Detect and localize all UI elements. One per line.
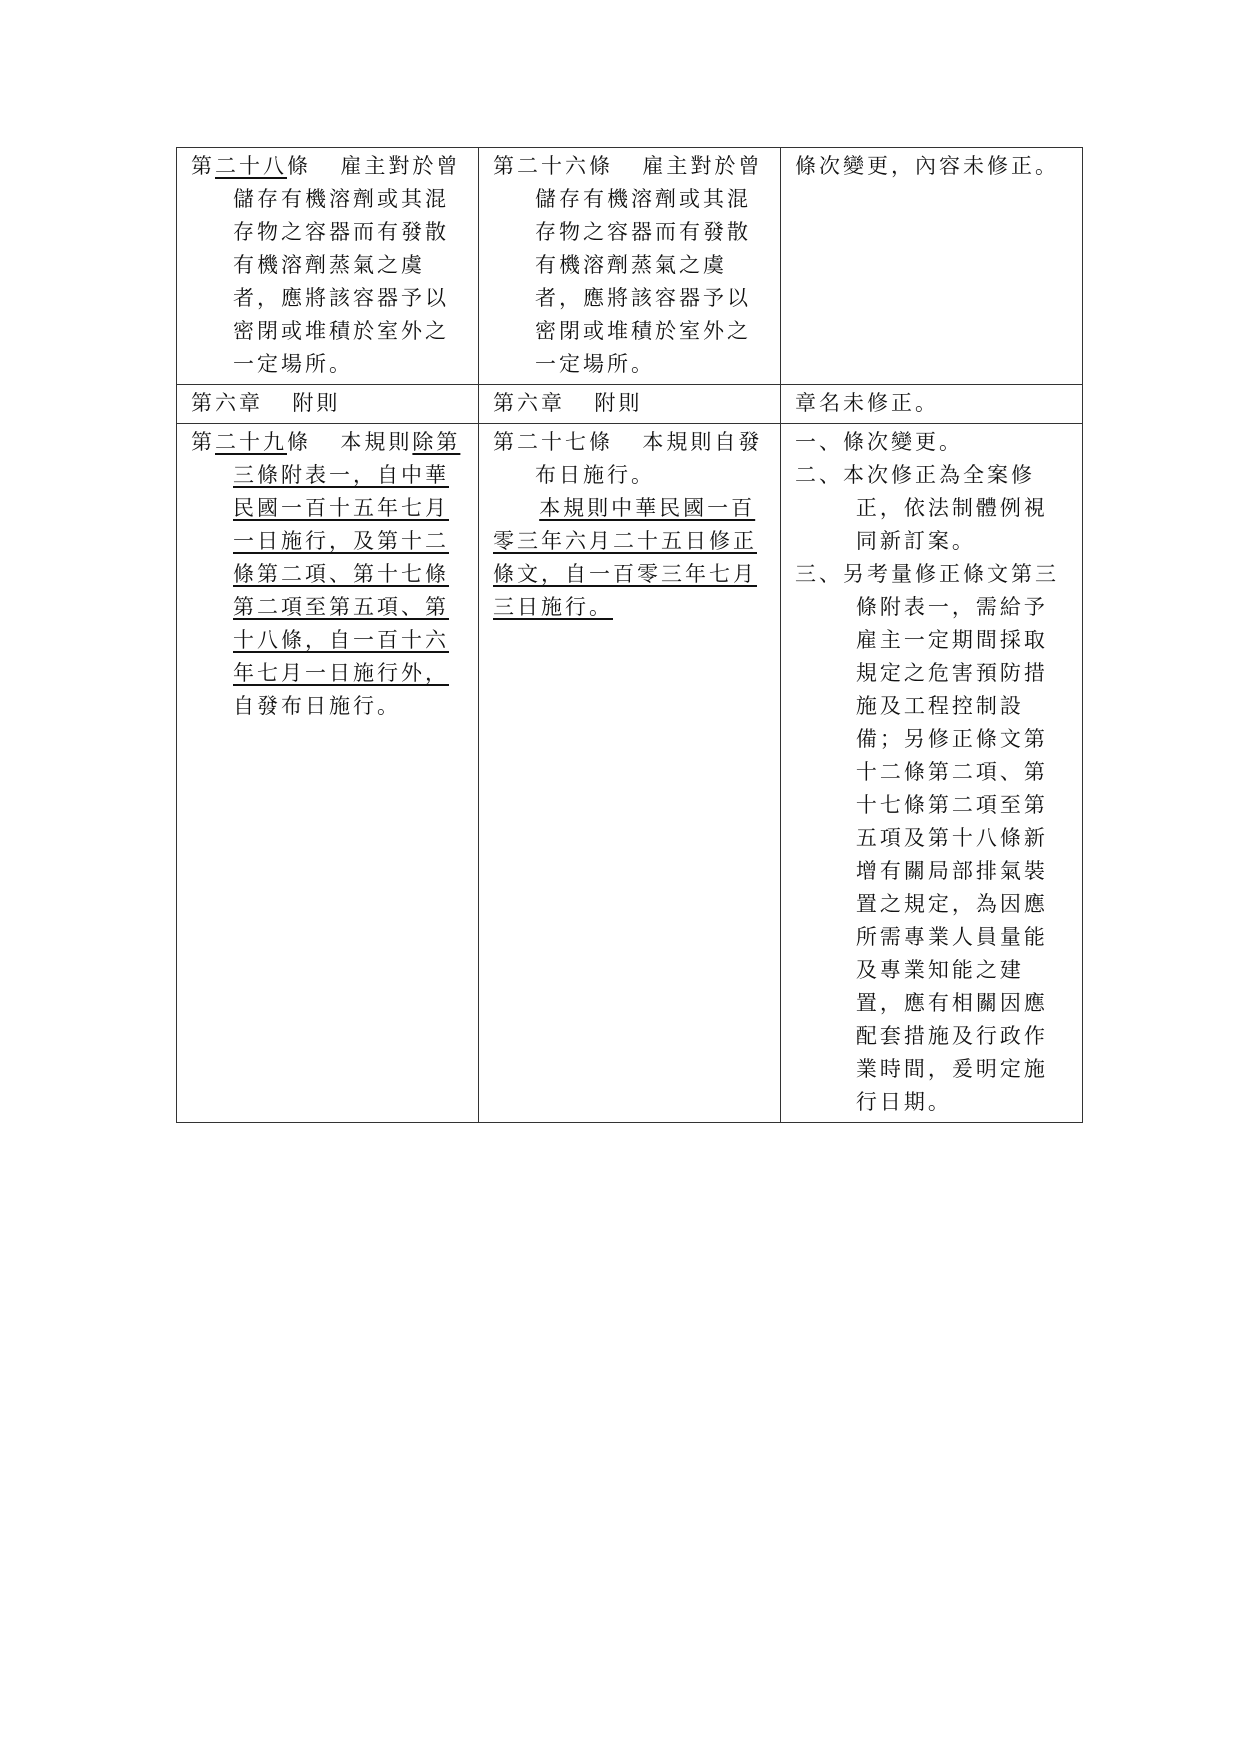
article-body-amended: 除第三條附表一，自中華民國一百十五年七月一日施行，及第十二條第二項、第十七條第二項至第五項、第十八條，自一百十六年七月一日施行外， — [233, 430, 461, 685]
article-body: 雇主對於曾儲存有機溶劑或其混存物之容器而有發散有機溶劑蒸氣之虞者，應將該容器予以密閉或堆積於室外之一定場所。 — [233, 154, 461, 376]
note-item-text: 條次變更。 — [843, 430, 963, 454]
new-article-28 — [191, 150, 466, 381]
article-suffix: 條 — [287, 154, 311, 178]
note-item-label: 二、 — [795, 463, 843, 487]
note-cell — [781, 148, 1083, 385]
chapter-name: 附則 — [594, 391, 643, 415]
old-chapter-cell — [479, 385, 781, 424]
note-cell — [781, 424, 1083, 1123]
new-chapter-cell — [177, 385, 479, 424]
article-suffix: 條 — [287, 430, 311, 454]
note-text: 條次變更，內容未修正。 — [795, 154, 1059, 178]
note-cell — [781, 385, 1083, 424]
article-prefix: 第 — [191, 154, 215, 178]
article-number-amended: 二十八 — [215, 154, 287, 178]
chapter-heading — [191, 387, 466, 420]
old-article-27-para2 — [493, 492, 768, 624]
note-item-text: 另考量修正條文第三條附表一，需給予雇主一定期間採取規定之危害預防措施及工程控制設備；另修正條文第十二條第二項、第十七條第二項至第五項及第十八條新增有關局部排氣裝置之規定，為因應所需專業人員量能及專業知能之建置，應有相關因應配套措施及行政作業時間，爰明定施行日期。 — [843, 562, 1059, 1114]
comparison-table — [176, 147, 1083, 1123]
new-article-cell — [177, 148, 479, 385]
note-item-2 — [795, 459, 1070, 558]
chapter-heading — [493, 387, 768, 420]
table-row — [177, 148, 1083, 385]
note-item-label: 一、 — [795, 430, 843, 454]
chapter-name: 附則 — [292, 391, 341, 415]
old-article-27 — [493, 426, 768, 492]
chapter-number: 第六章 — [191, 391, 263, 415]
article-body-deleted: 本規則中華民國一百零三年六月二十五日修正條文，自一百零三年七月三日施行。 — [493, 496, 757, 619]
article-body: 本規則 — [340, 430, 413, 454]
note-list — [795, 426, 1070, 1119]
new-article-cell — [177, 424, 479, 1123]
table-row — [177, 424, 1083, 1123]
article-number-amended: 二十九 — [215, 430, 287, 454]
article-body: 雇主對於曾儲存有機溶劑或其混存物之容器而有發散有機溶劑蒸氣之虞者，應將該容器予以密閉或堆積於室外之一定場所。 — [535, 154, 763, 376]
article-title: 第二十六條 — [493, 154, 613, 178]
note-item-1 — [795, 426, 1070, 459]
article-body: 本規則自發布日施行。 — [535, 430, 763, 487]
table-row — [177, 385, 1083, 424]
note-item-text: 本次修正為全案修正，依法制體例視同新訂案。 — [843, 463, 1048, 553]
article-prefix: 第 — [191, 430, 215, 454]
note-item-3 — [795, 558, 1070, 1119]
note-text: 章名未修正。 — [795, 391, 939, 415]
article-body-end: 自發布日施行。 — [233, 694, 401, 718]
old-article-cell — [479, 148, 781, 385]
old-article-26 — [493, 150, 768, 381]
old-article-cell — [479, 424, 781, 1123]
new-article-29 — [191, 426, 466, 723]
chapter-number: 第六章 — [493, 391, 565, 415]
note-item-label: 三、 — [795, 562, 843, 586]
article-title: 第二十七條 — [493, 430, 613, 454]
